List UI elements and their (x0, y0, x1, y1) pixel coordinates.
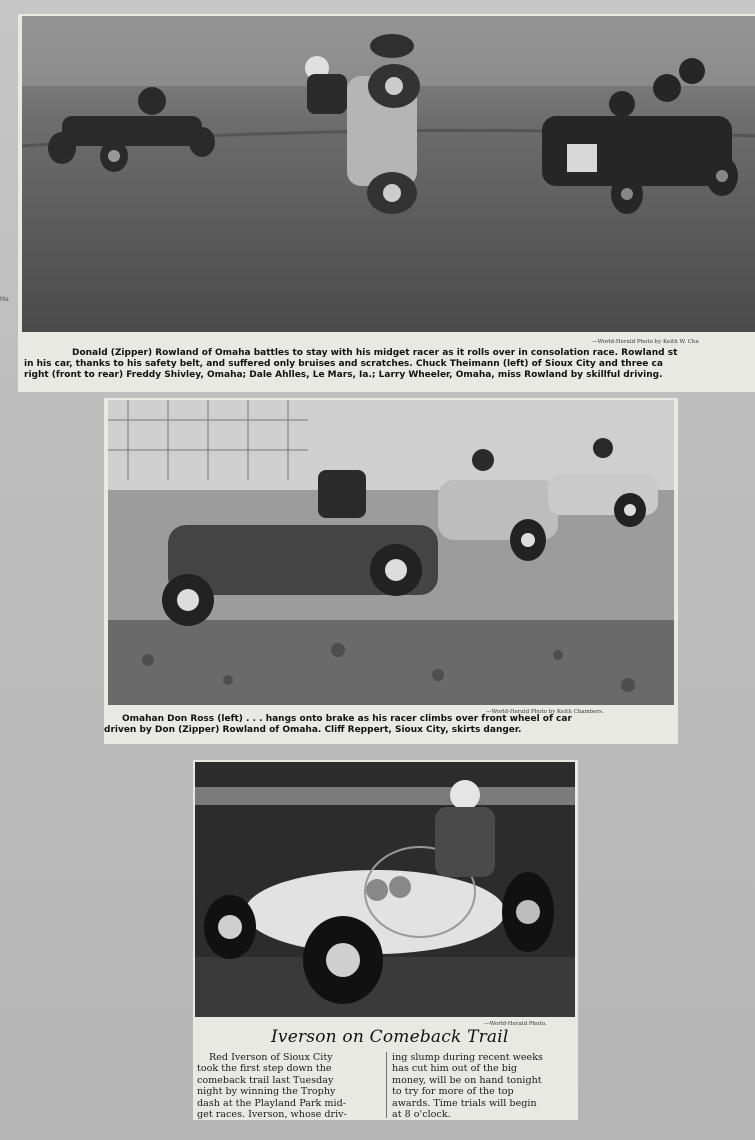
article-line: to try for more of the top (392, 1086, 514, 1098)
article-column-1 (197, 1052, 347, 1120)
caption-brake (104, 714, 678, 736)
photo-credit-1: —World-Herald Photo by Keith W. Cha (592, 339, 699, 345)
margin-mark: Ma (0, 296, 9, 303)
column-divider (386, 1052, 387, 1118)
article-line: at 8 o'clock. (392, 1109, 451, 1121)
article-line: took the first step down the (197, 1063, 332, 1075)
article-line: comeback trail last Tuesday (197, 1074, 334, 1086)
article-line: night by winning the Trophy (197, 1086, 336, 1098)
article-line: ing slump during recent weeks (392, 1052, 543, 1063)
photo-credit-2: —World-Herald Photo by Keith Chambers. (486, 709, 604, 715)
caption-line: in his car, thanks to his safety belt, and suffered only bruises and scratches. Chuck Theimann (left) of Sioux City and three ca (24, 359, 663, 369)
caption-line: right (front to rear) Freddy Shivley, Omaha; Dale Ahlles, Le Mars, Ia.; Larry Wheeler, Omaha, miss Rowland by skillful driving. (24, 370, 663, 380)
photo-rollover (22, 16, 755, 332)
caption-line: Donald (Zipper) Rowland of Omaha battles to stay with his midget racer as it rolls over in consolation race. Rowland st (72, 348, 678, 358)
photo-credit-3: —World-Herald Photo. (484, 1021, 547, 1027)
photo-brake (108, 400, 674, 705)
article-line: has cut him out of the big (392, 1063, 518, 1075)
article-column-2 (392, 1052, 543, 1120)
article-line: money, will be on hand tonight (392, 1074, 542, 1086)
caption-rollover (24, 348, 755, 381)
article-line: dash at the Playland Park mid- (197, 1097, 346, 1109)
article-line: Red Iverson of Sioux City (209, 1052, 333, 1063)
photo-iverson (195, 762, 575, 1017)
caption-line: Omahan Don Ross (left) . . . hangs onto brake as his racer climbs over front wheel of car (122, 714, 572, 724)
article-line: get races. Iverson, whose driv- (197, 1109, 347, 1121)
article-line: awards. Time trials will begin (392, 1097, 537, 1109)
article-headline: Iverson on Comeback Trail (271, 1027, 509, 1047)
caption-line: driven by Don (Zipper) Rowland of Omaha. Cliff Reppert, Sioux City, skirts danger. (104, 725, 522, 735)
